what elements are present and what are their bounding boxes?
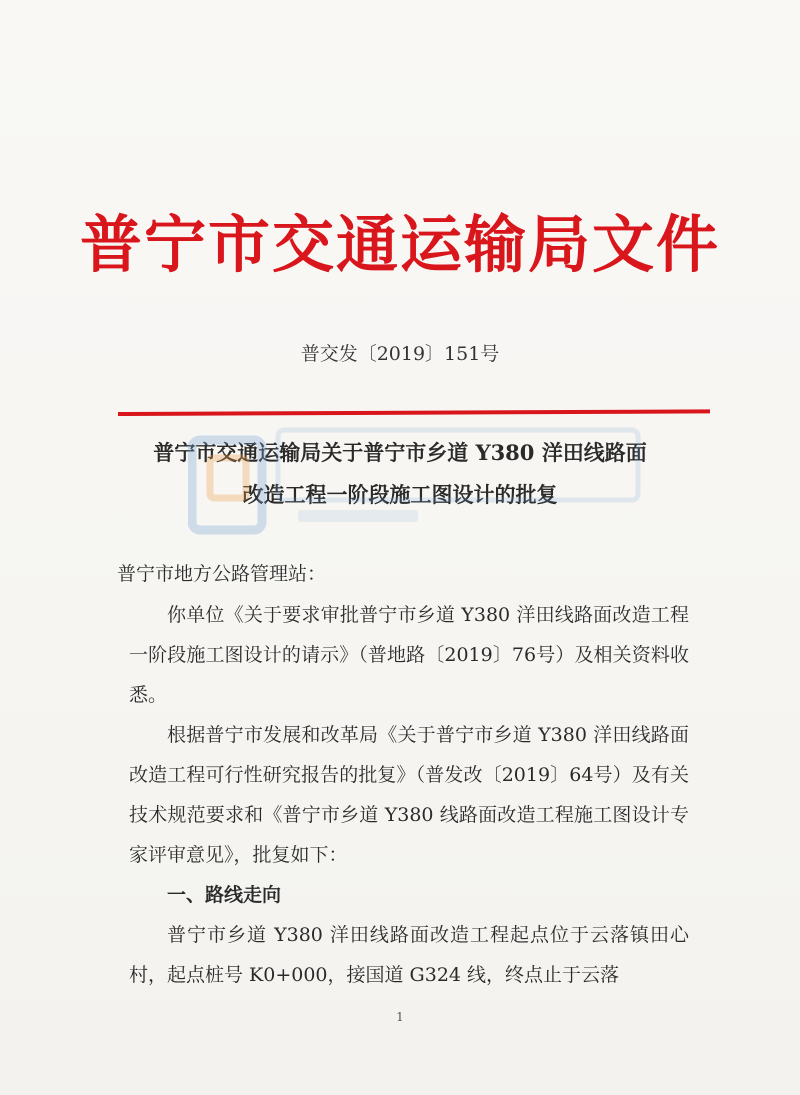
document-number: 普交发〔2019〕151号 [300,343,500,365]
red-divider-line [118,409,710,416]
document-body [129,595,689,995]
document-title-line-1: 普宁市交通运输局关于普宁市乡道 Y380 洋田线路面 [153,440,647,465]
body-paragraph-1: 你单位《关于要求审批普宁市乡道 Y380 洋田线路面改造工程一阶段施工图设计的请示》（普地路〔2019〕76号）及相关资料收悉。 [129,604,689,706]
document-header-title: 普宁市交通运输局文件 [79,208,720,281]
body-paragraph-2: 根据普宁市发展和改革局《关于普宁市乡道 Y380 洋田线路面改造工程可行性研究报告的批复》（普发改〔2019〕64号）及有关技术规范要求和《普宁市乡道 Y380 线路面改造工程施工图设计专家评审意见》，批复如下： [129,724,689,866]
document-title-line-2: 改造工程一阶段施工图设计的批复 [242,482,558,507]
document-title [60,432,740,516]
salutation: 普宁市地方公路管理站： [117,563,327,585]
section-paragraph-route: 普宁市乡道 Y380 洋田线路面改造工程起点位于云落镇田心村，起点桩号 K0+000，接国道 G324 线，终点止于云落 [129,924,689,986]
page-number: 1 [396,1010,404,1024]
section-heading-route: 一、路线走向 [167,884,282,906]
